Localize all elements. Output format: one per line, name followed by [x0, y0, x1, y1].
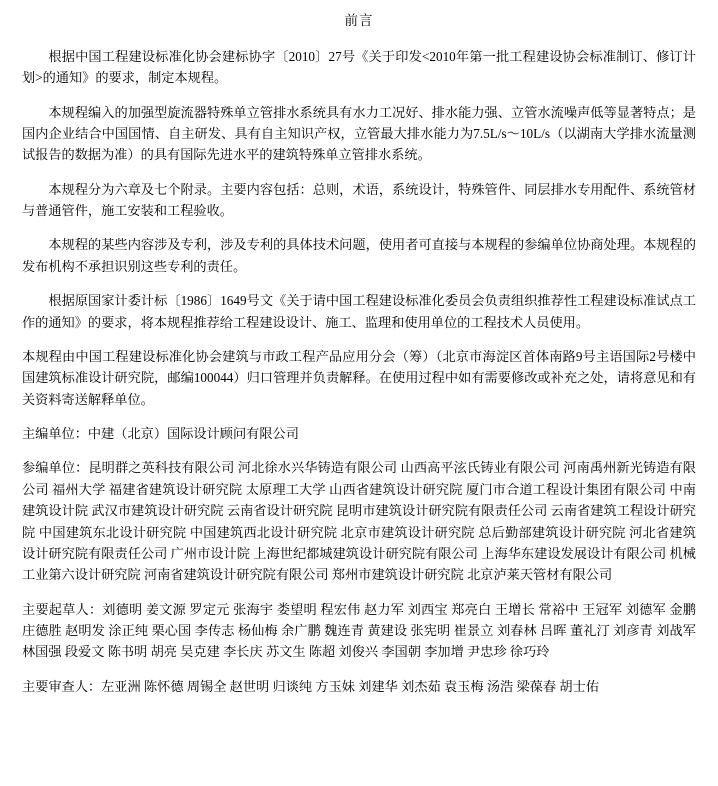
paragraph-1: 根据中国工程建设标准化协会建标协字〔2010〕27号《关于印发<2010年第一批工程建设协会标准制订、修订计划>的通知》的要求，制定本规程。	[22, 48, 696, 86]
paragraph-4: 本规程的某些内容涉及专利，涉及专利的具体技术问题，使用者可直接与本规程的参编单位协商处理。本规程的发布机构不承担识别这些专利的责任。	[22, 237, 696, 274]
paragraph-main-drafters: 主要起草人：刘德明 姜文源 罗定元 张海宇 娄望明 程宏伟 赵力军 刘西宝 郑亮白 王增长 常裕中 王冠军 刘德军 金鹏 庄德胜 赵明发 涂正纯 栗心国 李传志 杨仙梅 余广鹏 魏连青 黄建设 张宪明 崔景立 刘春林 吕晖 董礼汀 刘彦青 刘战军 林国强 段爱文 陈书明 胡亮 吴克建 李长庆 苏文生 陈超 刘俊兴 李国朝 李加增 尹忠珍 徐巧玲	[22, 601, 696, 660]
page-title: 前言	[344, 13, 374, 28]
paragraph-5: 根据原国家计委计标〔1986〕1649号文《关于请中国工程建设标准化委员会负责组织推荐性工程建设标准试点工作的通知》的要求，将本规程推荐给工程建设设计、施工、监理和使用单位的工程技术人员使用。	[22, 293, 696, 330]
paragraph-participating-units: 参编单位：昆明群之英科技有限公司 河北徐水兴华铸造有限公司 山西高平泫氏铸业有限公司 河南禹州新光铸造有限公司 福州大学 福建省建筑设计研究院 太原理工大学 山西省建筑设计研究院 厦门市合道工程设计集团有限公司 中南建筑设计院 武汉市建筑设计研究院 云南省设计研究院 昆明市建筑设计研究院有限责任公司 云南省建筑工程设计研究院 中国建筑东北设计研究院 中国建筑西北设计研究院 北京市建筑设计研究院 总后勤部建筑设计研究院 河北省建筑设计研究院有限责任公司 广州市设计院 上海世纪都城建筑设计研究院有限公司 上海华东建设发展设计有限公司 机械工业第六设计研究院 河南省建筑设计研究院有限公司 郑州市建筑设计研究院 北京泸莱天管材有限公司	[22, 460, 696, 583]
paragraph-main-reviewers: 主要审查人：左亚洲 陈怀德 周锡全 赵世明 归谈纯 方玉妹 刘建华 刘杰茹 袁玉梅 汤浩 梁葆春 胡士佑	[22, 678, 599, 694]
paragraph-2: 本规程编入的加强型旋流器特殊单立管排水系统具有水力工况好、排水能力强、立管水流噪声低等显著特点；是国内企业结合中国国情、自主研发、具有自主知识产权，立管最大排水能力为7.5L/s～10L/s（以湖南大学排水流量测试报告的数据为准）的具有国际先进水平的建筑特殊单立管排水系统。	[22, 104, 696, 163]
paragraph-3: 本规程分为六章及七个附录。主要内容包括：总则，术语，系统设计，特殊管件、同层排水专用配件、系统管材与普通管件，施工安装和工程验收。	[22, 181, 696, 219]
paragraph-chief-editor-unit: 主编单位：中建（北京）国际设计顾问有限公司	[22, 426, 299, 442]
paragraph-administration: 本规程由中国工程建设标准化协会建筑与市政工程产品应用分会（筹）（北京市海淀区首体南路9号主语国际2号楼中国建筑标准设计研究院，邮编100044）归口管理并负责解释。在使用过程中如有需要修改或补充之处，请将意见和有关资料寄送解释单位。	[22, 348, 696, 407]
